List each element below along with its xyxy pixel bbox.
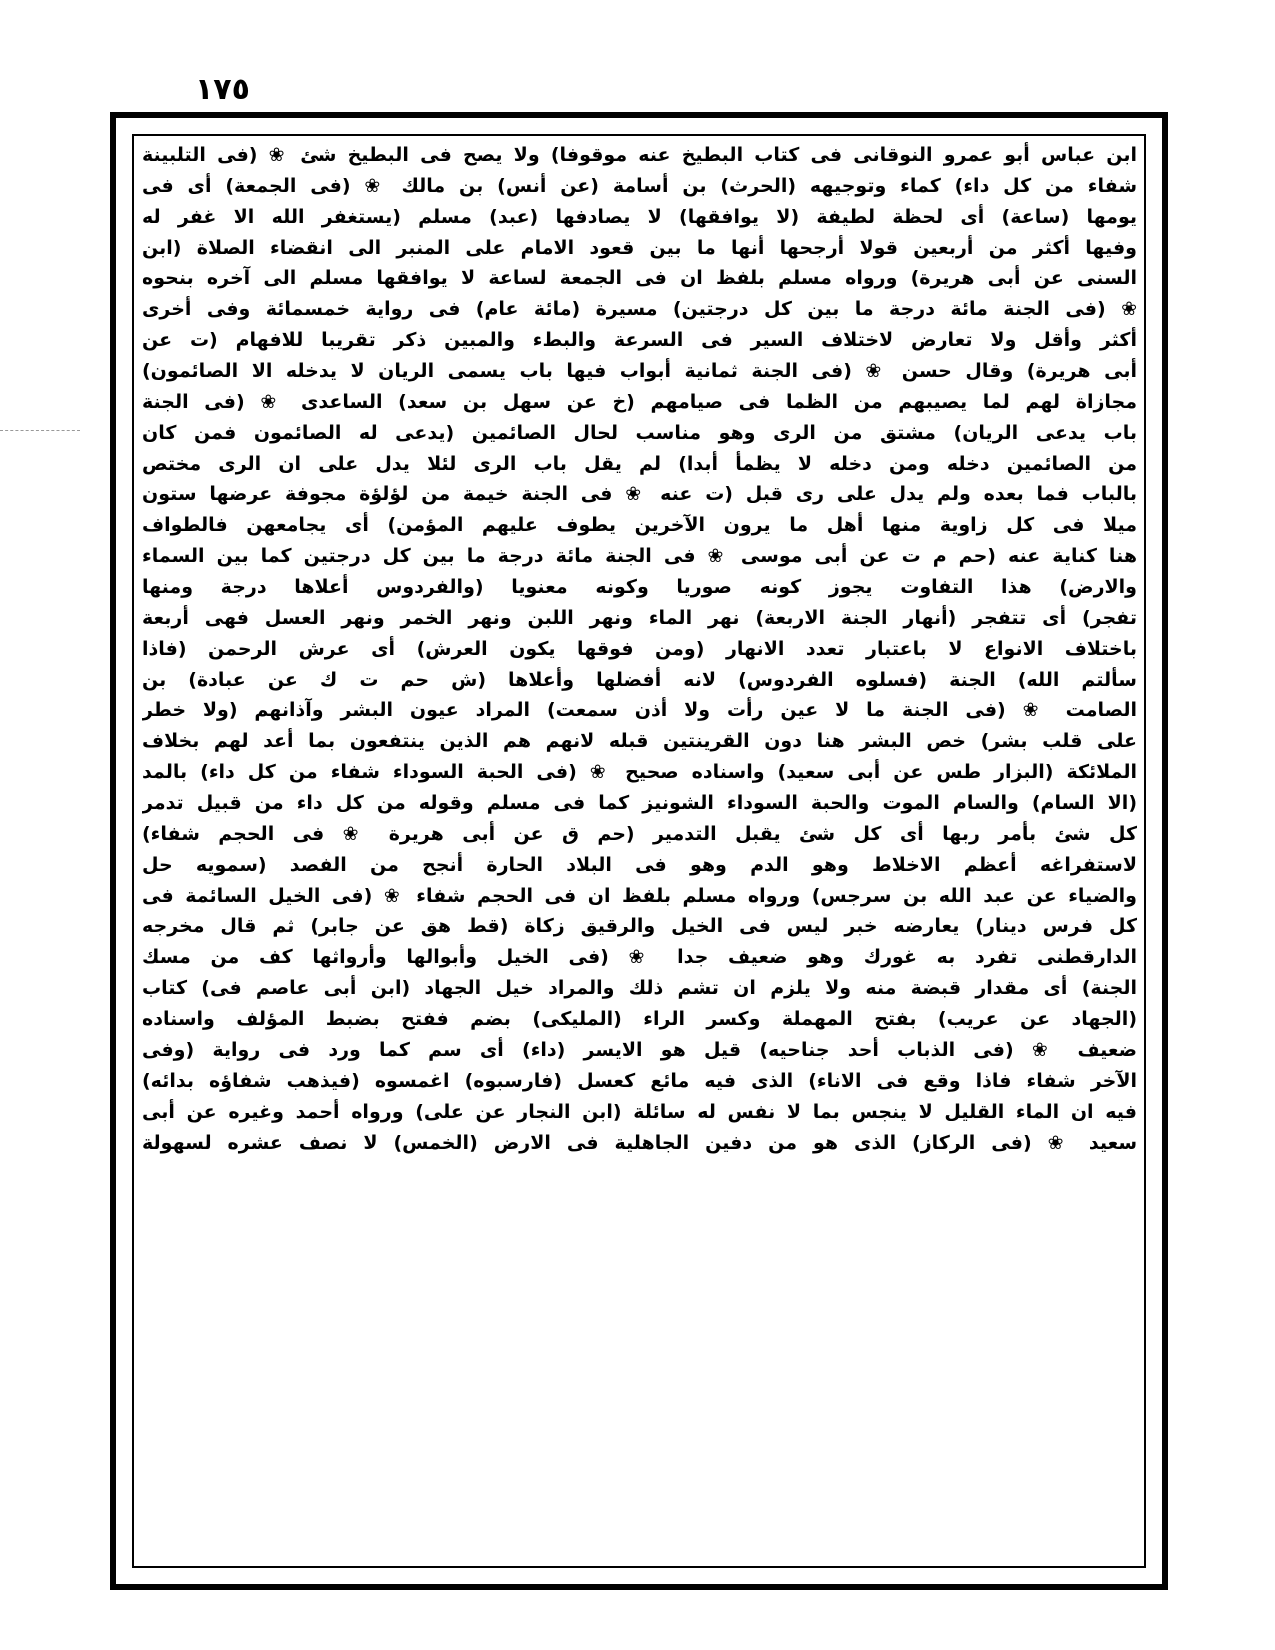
text-line: باختلاف الانواع لا باعتبار تعدد الانهار (ومن فوقها يكون العرش) أى عرش الرحمن (فاذا [142,637,1137,660]
text-line: لاستفراغه أعظم الاخلاط وهو الدم وهو فى البلاد الحارة أنجح من الفصد (سمويه حل [142,853,1137,876]
text-line: الآخر شفاء فاذا وقع فى الاناء) الذى فيه مائع كعسل (فارسبوه) اغمسوه (فيذهب شفاؤه بدائه) [142,1069,1137,1092]
text-line: كل شئ بأمر ربها أى كل شئ يقبل التدمير (حم ق عن أبى هريرة ❀ فى الحجم شفاء) [142,822,1137,845]
text-line: يومها (ساعة) أى لحظة لطيفة (لا يوافقها) لا يصادفها (عبد) مسلم (يستغفر الله الا غفر له [142,205,1137,228]
text-line: بالباب فما بعده ولم يدل على رى قبل (ت عنه ❀ فى الجنة خيمة من لؤلؤة مجوفة عرضها ستون [142,483,1137,506]
text-line: ❀ (فى الجنة مائة درجة ما بين كل درجتين) مسيرة (مائة عام) فى رواية خمسمائة وفى أخرى [142,298,1137,321]
text-line: ابن عباس أبو عمرو النوقانى فى كتاب البطيخ عنه موقوفا) ولا يصح فى البطيخ شئ ❀ (فى التلبينة [142,144,1137,166]
text-line: تفجر) أى تتفجر (أنهار الجنة الاربعة) نهر الماء ونهر اللبن ونهر الخمر ونهر العسل فهى أربعة [142,606,1137,629]
text-line: مجازاة لهم لما يصيبهم من الظما فى صيامهم (خ عن سهل بن سعد) الساعدى ❀ (فى الجنة [142,390,1137,413]
page-number: ١٧٥ [195,72,250,107]
text-line: (الا السام) والسام الموت والحبة السوداء الشونيز كما فى مسلم وقوله من كل داء من قبيل تدمر [142,792,1137,815]
text-line: (الجهاد عن عريب) بفتح المهملة وكسر الراء (المليكى) بضم ففتح بضبط المؤلف واسناده [142,1008,1137,1031]
text-line: الصامت ❀ (فى الجنة ما لا عين رأت ولا أذن سمعت) المراد عيون البشر وآذانهم (ولا خطر [142,699,1137,722]
text-line: شفاء من كل داء) كماء وتوجيهه (الحرث) بن أسامة (عن أنس) بن مالك ❀ (فى الجمعة) أى فى [142,174,1137,197]
text-line: سعيد ❀ (فى الركاز) الذى هو من دفين الجاهلية فى الارض (الخمس) لا نصف عشره لسهولة [142,1131,1137,1154]
margin-mark [0,430,80,433]
text-line: باب يدعى الريان) مشتق من الرى وهو مناسب لحال الصائمين (يدعى له الصائمون فمن كان [142,421,1137,444]
text-line: هنا كناية عنه (حم م ت عن أبى موسى ❀ فى الجنة مائة درجة ما بين كل درجتين كما بين السماء [142,545,1137,568]
text-line: والضياء عن عبد الله بن سرجس) ورواه مسلم بلفظ ان فى الحجم شفاء ❀ (فى الخيل السائمة فى [142,884,1137,907]
page-text [142,140,1137,1560]
text-line: والارض) هذا التفاوت يجوز كونه صوريا وكونه معنويا (والفردوس أعلاها درجة ومنها [142,576,1137,599]
text-line: السنى عن أبى هريرة) ورواه مسلم بلفظ ان فى الجمعة لساعة لا يوافقها مسلم الى آخره بنحوه [142,267,1137,290]
text-line: ضعيف ❀ (فى الذباب أحد جناحيه) قيل هو الايسر (داء) أى سم كما ورد فى رواية (وفى [142,1038,1137,1061]
text-line: من الصائمين دخله ومن دخله لا يظمأ أبدا) لم يقل باب الرى لئلا يدل على ان الرى مختص [142,452,1137,475]
text-line: على قلب بشر) خص البشر هنا دون القرينتين قبله لانهم هم الذين ينتفعون بما أعد لهم بخلاف [142,730,1137,753]
text-line: أكثر وأقل ولا تعارض لاختلاف السير فى السرعة والبطء والمبين ذكر تقريبا للافهام (ت عن [142,329,1137,352]
text-line: سألتم الله) الجنة (فسلوه الفردوس) لانه أفضلها وأعلاها (ش حم ت ك عن عبادة) بن [142,668,1137,691]
text-line: وفيها أكثر من أربعين قولا أرجحها أنها ما بين قعود الامام على المنبر الى انقضاء الصلاة (ابن [142,236,1137,259]
text-line: أبى هريرة) وقال حسن ❀ (فى الجنة ثمانية أبواب فيها باب يسمى الريان لا يدخله الا الصائمون) [142,360,1137,383]
text-line: الدارقطنى تفرد به غورك وهو ضعيف جدا ❀ (فى الخيل وأبوالها وأرواثها كف من مسك [142,946,1137,969]
text-line: فيه ان الماء القليل لا ينجس بما لا نفس له سائلة (ابن النجار عن على) ورواه أحمد وغيره عن أبى [142,1100,1137,1123]
text-line: كل فرس دينار) يعارضه خبر ليس فى الخيل والرقيق زكاة (قط هق عن جابر) ثم قال مخرجه [142,915,1137,938]
text-line: ميلا فى كل زاوية منها أهل ما يرون الآخرين يطوف عليهم المؤمن) أى يجامعهن فالطواف [142,514,1137,537]
text-line: الجنة) أى مقدار قبضة منه ولا يلزم ان تشم ذلك والمراد خيل الجهاد (ابن أبى عاصم فى) كتاب [142,977,1137,1000]
text-line: الملائكة (البزار طس عن أبى سعيد) واسناده صحيح ❀ (فى الحبة السوداء شفاء من كل داء) بالمد [142,761,1137,784]
